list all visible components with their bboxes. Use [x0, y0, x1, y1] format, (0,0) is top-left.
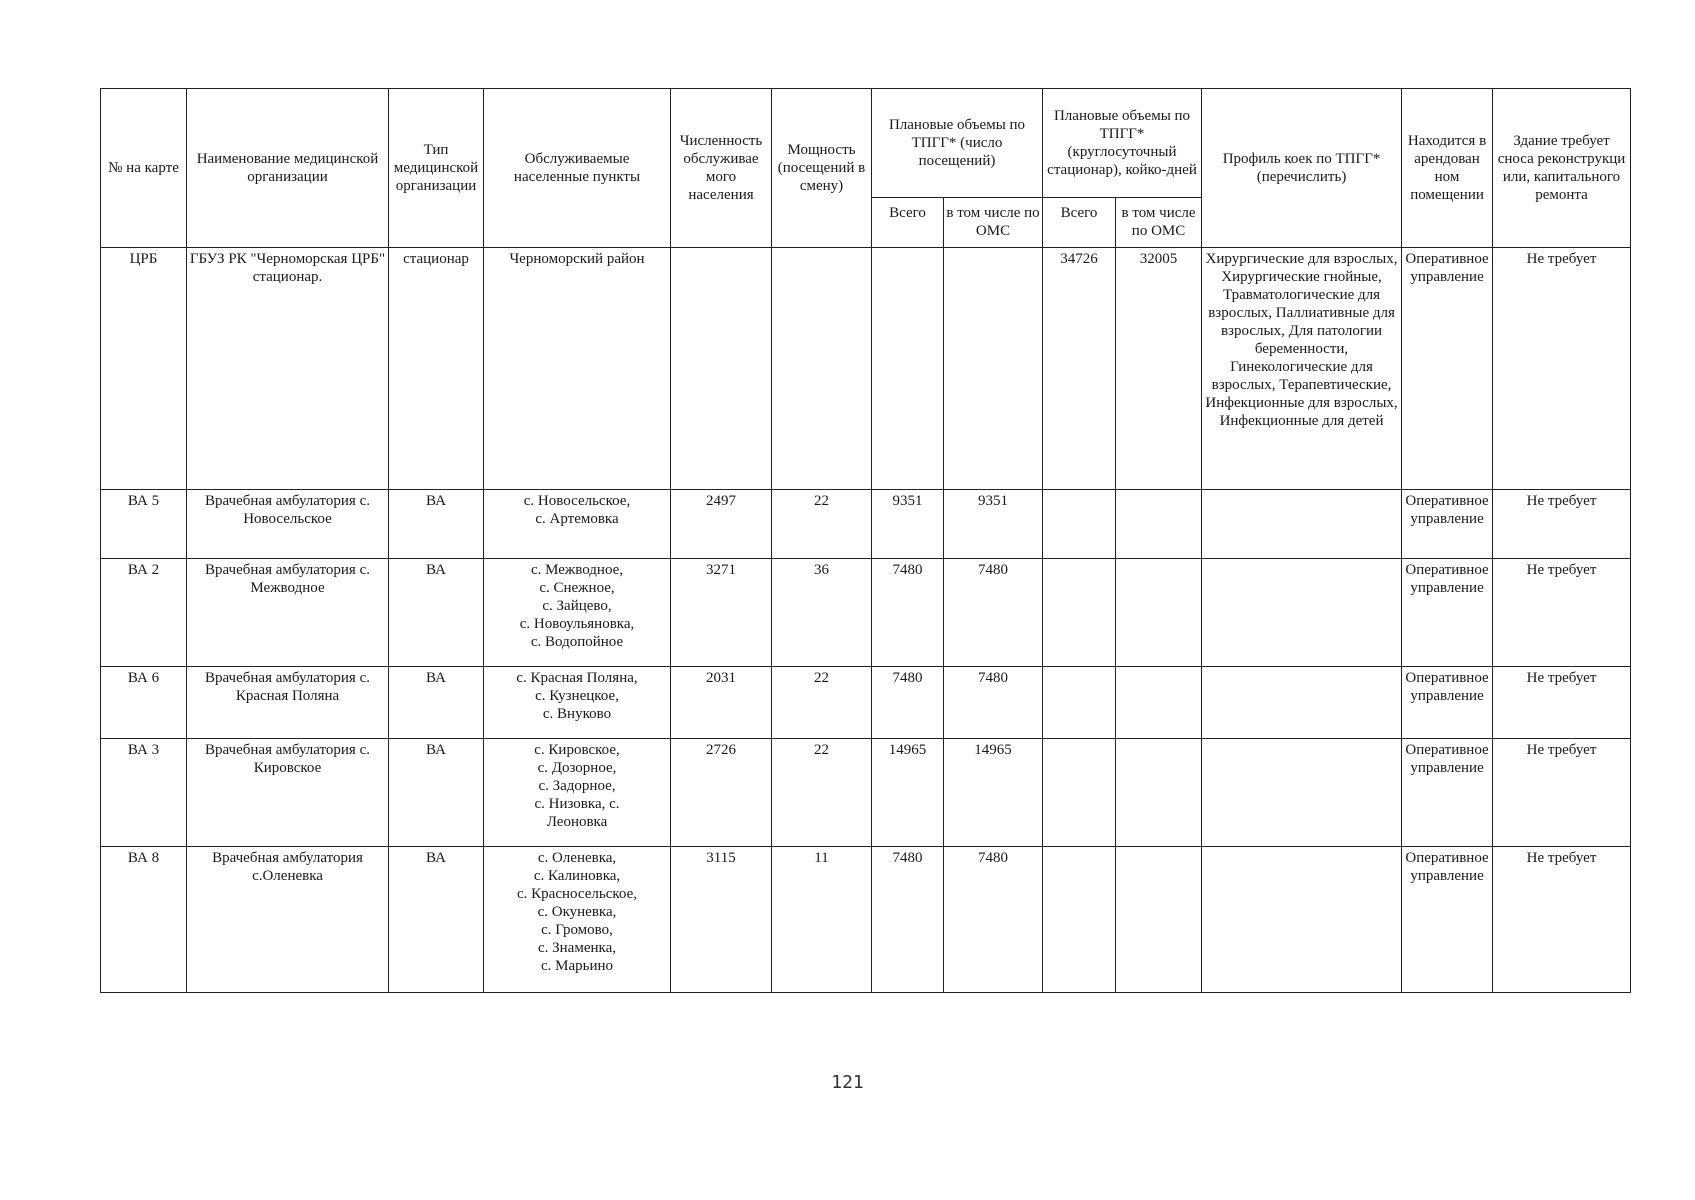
header-rented: Находится в арендован ном помещении — [1402, 89, 1493, 248]
cell-name: Врачебная амбулатория с. Красная Поляна — [187, 667, 389, 739]
cell-population — [671, 248, 772, 490]
cell-population: 3115 — [671, 847, 772, 993]
cell-repair: Не требует — [1493, 490, 1631, 559]
cell-repair: Не требует — [1493, 559, 1631, 667]
cell-population: 2726 — [671, 739, 772, 847]
header-name: Наименование медицинской организации — [187, 89, 389, 248]
cell-name: Врачебная амбулатория с. Новосельское — [187, 490, 389, 559]
cell-type: ВА — [389, 667, 484, 739]
table-row — [101, 739, 1631, 847]
cell-beddays-oms — [1116, 739, 1202, 847]
cell-capacity: 22 — [772, 490, 872, 559]
cell-rented: Оперативное управление — [1402, 559, 1493, 667]
header-type: Тип медицинской организации — [389, 89, 484, 248]
header-profile: Профиль коек по ТПГГ* (перечислить) — [1202, 89, 1402, 248]
cell-capacity: 22 — [772, 739, 872, 847]
table-row — [101, 248, 1631, 490]
cell-beddays-oms — [1116, 559, 1202, 667]
cell-num: ВА 5 — [101, 490, 187, 559]
cell-name: Врачебная амбулатория с. Межводное — [187, 559, 389, 667]
cell-profile — [1202, 739, 1402, 847]
cell-beddays-oms — [1116, 667, 1202, 739]
cell-num: ВА 3 — [101, 739, 187, 847]
cell-repair: Не требует — [1493, 739, 1631, 847]
cell-beddays-oms — [1116, 847, 1202, 993]
cell-beddays-total — [1043, 847, 1116, 993]
cell-num: ВА 2 — [101, 559, 187, 667]
cell-settlements: с. Межводное, с. Снежное, с. Зайцево, с. Новоульяновка, с. Водопойное — [484, 559, 671, 667]
cell-visits-oms — [944, 248, 1043, 490]
cell-repair: Не требует — [1493, 847, 1631, 993]
cell-visits-total: 14965 — [872, 739, 944, 847]
cell-visits-oms: 7480 — [944, 847, 1043, 993]
cell-profile — [1202, 559, 1402, 667]
cell-beddays-total — [1043, 667, 1116, 739]
cell-beddays-total — [1043, 559, 1116, 667]
cell-name: Врачебная амбулатория с. Кировское — [187, 739, 389, 847]
cell-profile — [1202, 847, 1402, 993]
cell-population: 2497 — [671, 490, 772, 559]
cell-type: ВА — [389, 739, 484, 847]
cell-profile — [1202, 667, 1402, 739]
cell-beddays-oms: 32005 — [1116, 248, 1202, 490]
cell-num: ВА 6 — [101, 667, 187, 739]
cell-beddays-total — [1043, 739, 1116, 847]
subheader-visits-oms: в том числе по ОМС — [944, 198, 1043, 248]
cell-profile — [1202, 490, 1402, 559]
table-row — [101, 847, 1631, 993]
cell-type: стационар — [389, 248, 484, 490]
subheader-beddays-total: Всего — [1043, 198, 1116, 248]
cell-rented: Оперативное управление — [1402, 667, 1493, 739]
cell-rented: Оперативное управление — [1402, 739, 1493, 847]
cell-profile: Хирургические для взрослых, Хирургические гнойные, Травматологические для взрослых, Паллиативные для взрослых, Для патологии беременности, Гинекологические для взрослых, Терапевтические, Инфекционные для взрослых, Инфекционные для детей — [1202, 248, 1402, 490]
cell-visits-total: 7480 — [872, 847, 944, 993]
cell-type: ВА — [389, 847, 484, 993]
cell-name: ГБУЗ РК "Черноморская ЦРБ" стационар. — [187, 248, 389, 490]
cell-capacity: 22 — [772, 667, 872, 739]
header-beddays: Плановые объемы по ТПГГ* (круглосуточный стационар), койко-дней — [1043, 89, 1202, 198]
subheader-beddays-oms: в том числе по ОМС — [1116, 198, 1202, 248]
header-capacity: Мощность (посещений в смену) — [772, 89, 872, 248]
cell-settlements: с. Кировское, с. Дозорное, с. Задорное, с. Низовка, с. Леоновка — [484, 739, 671, 847]
cell-visits-oms: 7480 — [944, 559, 1043, 667]
cell-capacity: 11 — [772, 847, 872, 993]
subheader-visits-total: Всего — [872, 198, 944, 248]
cell-beddays-total — [1043, 490, 1116, 559]
table-row — [101, 667, 1631, 739]
cell-visits-oms: 14965 — [944, 739, 1043, 847]
header-population: Численность обслуживае мого населения — [671, 89, 772, 248]
cell-repair: Не требует — [1493, 667, 1631, 739]
cell-settlements: с. Оленевка, с. Калиновка, с. Красносельское, с. Окуневка, с. Громово, с. Знаменка, с. Марьино — [484, 847, 671, 993]
cell-rented: Оперативное управление — [1402, 847, 1493, 993]
cell-beddays-oms — [1116, 490, 1202, 559]
cell-settlements: с. Красная Поляна, с. Кузнецкое, с. Внуково — [484, 667, 671, 739]
cell-visits-oms: 7480 — [944, 667, 1043, 739]
cell-settlements: с. Новосельское, с. Артемовка — [484, 490, 671, 559]
cell-beddays-total: 34726 — [1043, 248, 1116, 490]
facilities-table — [100, 88, 1631, 993]
cell-num: ВА 8 — [101, 847, 187, 993]
header-repair: Здание требует сноса реконструкци или, капитального ремонта — [1493, 89, 1631, 248]
cell-settlements: Черноморский район — [484, 248, 671, 490]
cell-capacity: 36 — [772, 559, 872, 667]
cell-rented: Оперативное управление — [1402, 490, 1493, 559]
table-row — [101, 490, 1631, 559]
cell-visits-oms: 9351 — [944, 490, 1043, 559]
cell-visits-total — [872, 248, 944, 490]
cell-population: 2031 — [671, 667, 772, 739]
cell-visits-total: 7480 — [872, 667, 944, 739]
cell-type: ВА — [389, 490, 484, 559]
cell-name: Врачебная амбулатория с.Оленевка — [187, 847, 389, 993]
header-visits: Плановые объемы по ТПГГ* (число посещений) — [872, 89, 1043, 198]
cell-population: 3271 — [671, 559, 772, 667]
cell-rented: Оперативное управление — [1402, 248, 1493, 490]
cell-visits-total: 9351 — [872, 490, 944, 559]
cell-capacity — [772, 248, 872, 490]
header-num: № на карте — [101, 89, 187, 248]
cell-visits-total: 7480 — [872, 559, 944, 667]
cell-type: ВА — [389, 559, 484, 667]
cell-num: ЦРБ — [101, 248, 187, 490]
table-row — [101, 559, 1631, 667]
header-settlements: Обслуживаемые населенные пункты — [484, 89, 671, 248]
cell-repair: Не требует — [1493, 248, 1631, 490]
page-number: 121 — [831, 1072, 864, 1093]
